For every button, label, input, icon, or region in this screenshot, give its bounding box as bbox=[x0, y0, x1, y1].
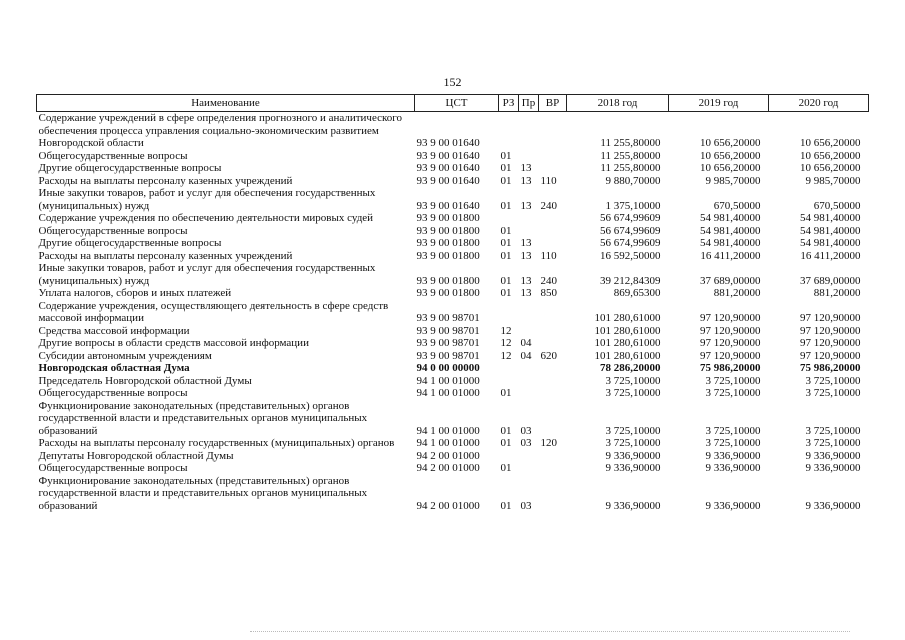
header-2018: 2018 год bbox=[567, 95, 669, 112]
cell-value-2018: 56 674,99609 bbox=[600, 224, 661, 237]
header-cst: ЦСТ bbox=[415, 95, 499, 112]
cell-cst: 93 9 00 01640 bbox=[416, 137, 480, 149]
scan-artifact-line bbox=[250, 631, 850, 632]
table-row bbox=[37, 375, 869, 388]
cell-cst: 93 9 00 01800 bbox=[416, 274, 480, 287]
cell-name: Расходы на выплаты персоналу государственных (муниципальных) органов bbox=[38, 437, 395, 449]
cell-cst: 94 2 00 01000 bbox=[416, 449, 480, 462]
cell-pr bbox=[519, 462, 539, 475]
cell-rz: 01 bbox=[500, 224, 512, 237]
cell-value-2018: 9 336,90000 bbox=[605, 462, 661, 474]
cell-cst: 93 9 00 01640 bbox=[416, 174, 480, 187]
cell-rz: 12 bbox=[500, 324, 512, 337]
cell-name: Общегосударственные вопросы bbox=[38, 149, 188, 162]
cell-vr bbox=[539, 150, 567, 163]
cell-rz bbox=[499, 300, 519, 325]
cell-value-2019: 37 689,00000 bbox=[700, 274, 761, 287]
cell-cst: 93 9 00 98701 bbox=[416, 337, 480, 349]
cell-value-2019: 97 120,90000 bbox=[700, 312, 761, 324]
cell-vr bbox=[539, 475, 567, 513]
cell-rz: 01 bbox=[500, 462, 512, 474]
cell-value-2018: 78 286,20000 bbox=[600, 362, 661, 374]
cell-pr bbox=[519, 225, 539, 238]
cell-name: Новгородская областная Дума bbox=[38, 362, 190, 374]
cell-value-2020: 3 725,10000 bbox=[805, 424, 861, 437]
cell-rz: 01 bbox=[500, 424, 512, 437]
cell-value-2018: 101 280,61000 bbox=[594, 324, 661, 337]
header-row bbox=[37, 95, 869, 112]
cell-value-2019: 3 725,10000 bbox=[705, 374, 761, 387]
cell-vr bbox=[539, 400, 567, 438]
cell-value-2018: 9 336,90000 bbox=[605, 449, 661, 462]
table-body bbox=[37, 112, 869, 513]
cell-value-2020: 10 656,20000 bbox=[800, 162, 861, 174]
table-row bbox=[37, 300, 869, 325]
cell-value-2020: 54 981,40000 bbox=[800, 224, 861, 237]
cell-value-2020: 9 336,90000 bbox=[805, 499, 861, 512]
cell-value-2018: 16 592,50000 bbox=[600, 249, 661, 262]
table-row bbox=[37, 175, 869, 188]
cell-value-2019: 97 120,90000 bbox=[700, 337, 761, 349]
cell-vr: 110 bbox=[540, 249, 557, 262]
cell-pr: 13 bbox=[520, 274, 532, 287]
table-row bbox=[37, 362, 869, 375]
cell-value-2019: 75 986,20000 bbox=[700, 362, 761, 374]
cell-cst: 93 9 00 01800 bbox=[416, 224, 480, 237]
cell-rz bbox=[499, 112, 519, 150]
cell-cst: 93 9 00 98701 bbox=[416, 324, 480, 337]
cell-pr: 13 bbox=[520, 237, 532, 249]
cell-cst: 94 2 00 01000 bbox=[416, 462, 480, 474]
cell-name: Другие общегосударственные вопросы bbox=[38, 237, 222, 249]
header-2020: 2020 год bbox=[769, 95, 869, 112]
cell-cst: 93 9 00 01800 bbox=[416, 249, 480, 262]
cell-cst: 93 9 00 98701 bbox=[416, 349, 480, 362]
cell-cst: 94 1 00 01000 bbox=[416, 374, 480, 387]
cell-value-2018: 39 212,84309 bbox=[600, 274, 661, 287]
cell-value-2018: 9 880,70000 bbox=[605, 174, 661, 187]
cell-vr bbox=[539, 387, 567, 400]
cell-value-2020: 97 120,90000 bbox=[800, 349, 861, 362]
table-row bbox=[37, 475, 869, 513]
header-2019: 2019 год bbox=[669, 95, 769, 112]
cell-value-2018: 3 725,10000 bbox=[605, 374, 661, 387]
cell-vr bbox=[539, 212, 567, 225]
table-row bbox=[37, 150, 869, 163]
cell-vr: 240 bbox=[540, 274, 557, 287]
cell-name: Содержание учреждений в сфере определения прогнозного и аналитического обеспечения процесса управления социально-экономическим развитием Новгородской области bbox=[38, 112, 403, 149]
cell-value-2018: 101 280,61000 bbox=[594, 349, 661, 362]
table-row bbox=[37, 187, 869, 212]
cell-pr: 13 bbox=[520, 199, 532, 212]
cell-value-2020: 54 981,40000 bbox=[800, 212, 861, 224]
cell-rz bbox=[499, 212, 519, 225]
cell-value-2018: 3 725,10000 bbox=[605, 387, 661, 399]
cell-value-2019: 97 120,90000 bbox=[700, 324, 761, 337]
cell-rz: 01 bbox=[500, 237, 512, 249]
cell-value-2020: 3 725,10000 bbox=[805, 437, 861, 449]
cell-value-2020: 9 336,90000 bbox=[805, 449, 861, 462]
cell-rz: 01 bbox=[500, 174, 512, 187]
header-rz: РЗ bbox=[499, 95, 519, 112]
cell-value-2020: 881,20000 bbox=[813, 287, 861, 299]
cell-vr bbox=[539, 112, 567, 150]
cell-vr: 850 bbox=[540, 287, 557, 299]
cell-rz: 12 bbox=[500, 337, 512, 349]
table-row bbox=[37, 437, 869, 450]
table-row bbox=[37, 225, 869, 238]
cell-pr bbox=[519, 325, 539, 338]
cell-rz bbox=[499, 450, 519, 463]
cell-pr bbox=[519, 212, 539, 225]
cell-value-2020: 10 656,20000 bbox=[800, 137, 861, 149]
cell-value-2018: 56 674,99609 bbox=[600, 237, 661, 249]
cell-name: Содержание учреждения по обеспечению деятельности мировых судей bbox=[38, 212, 374, 224]
table-row bbox=[37, 262, 869, 287]
cell-name: Функционирование законодательных (представительных) органов государственной власти и представительных органов муниципальных образований bbox=[38, 474, 368, 512]
cell-value-2019: 54 981,40000 bbox=[700, 212, 761, 224]
table-row bbox=[37, 400, 869, 438]
header-vr: ВР bbox=[539, 95, 567, 112]
cell-name: Председатель Новгородской областной Думы bbox=[38, 374, 252, 387]
cell-name: Средства массовой информации bbox=[38, 324, 190, 337]
cell-rz bbox=[499, 375, 519, 388]
cell-vr bbox=[539, 162, 567, 175]
cell-name: Депутаты Новгородской областной Думы bbox=[38, 449, 234, 462]
cell-cst: 94 1 00 01000 bbox=[416, 437, 480, 449]
cell-vr bbox=[539, 225, 567, 238]
table-row bbox=[37, 162, 869, 175]
cell-value-2018: 11 255,80000 bbox=[600, 137, 661, 149]
cell-cst: 94 0 00 00000 bbox=[416, 362, 480, 374]
cell-value-2020: 3 725,10000 bbox=[805, 387, 861, 399]
cell-pr bbox=[519, 300, 539, 325]
cell-pr: 13 bbox=[520, 287, 532, 299]
cell-value-2020: 75 986,20000 bbox=[800, 362, 861, 374]
cell-cst: 93 9 00 01640 bbox=[416, 199, 480, 212]
cell-pr: 04 bbox=[520, 337, 532, 349]
cell-name: Иные закупки товаров, работ и услуг для обеспечения государственных (муниципальных) нужд bbox=[38, 262, 376, 287]
cell-value-2020: 10 656,20000 bbox=[800, 149, 861, 162]
cell-vr: 240 bbox=[540, 199, 557, 212]
cell-value-2019: 3 725,10000 bbox=[705, 387, 761, 399]
budget-table bbox=[36, 94, 869, 512]
cell-pr: 03 bbox=[520, 424, 532, 437]
cell-value-2018: 3 725,10000 bbox=[605, 437, 661, 449]
cell-value-2019: 97 120,90000 bbox=[700, 349, 761, 362]
header-name: Наименование bbox=[37, 95, 415, 112]
cell-cst: 94 1 00 01000 bbox=[416, 424, 480, 437]
cell-value-2019: 54 981,40000 bbox=[700, 237, 761, 249]
cell-cst: 93 9 00 01800 bbox=[416, 287, 480, 299]
table-row bbox=[37, 112, 869, 150]
cell-value-2019: 10 656,20000 bbox=[700, 137, 761, 149]
cell-rz: 01 bbox=[500, 149, 512, 162]
cell-pr: 13 bbox=[520, 162, 532, 174]
cell-value-2019: 16 411,20000 bbox=[700, 249, 761, 262]
cell-name: Уплата налогов, сборов и иных платежей bbox=[38, 287, 232, 299]
cell-value-2020: 37 689,00000 bbox=[800, 274, 861, 287]
table-row bbox=[37, 325, 869, 338]
cell-value-2018: 869,65300 bbox=[613, 287, 661, 299]
cell-vr: 620 bbox=[540, 349, 557, 362]
cell-rz bbox=[499, 362, 519, 375]
cell-name: Функционирование законодательных (представительных) органов государственной власти и представительных органов муниципальных образований bbox=[38, 399, 368, 437]
cell-name: Другие вопросы в области средств массовой информации bbox=[38, 337, 309, 349]
cell-value-2019: 9 985,70000 bbox=[705, 174, 761, 187]
cell-rz: 01 bbox=[500, 499, 512, 512]
cell-pr bbox=[519, 387, 539, 400]
table-row bbox=[37, 287, 869, 300]
cell-vr bbox=[539, 337, 567, 350]
table-row bbox=[37, 337, 869, 350]
cell-pr: 03 bbox=[520, 499, 532, 512]
cell-rz: 01 bbox=[500, 287, 512, 299]
cell-vr: 120 bbox=[540, 437, 557, 449]
cell-pr bbox=[519, 150, 539, 163]
cell-rz: 01 bbox=[500, 437, 512, 449]
cell-value-2020: 9 336,90000 bbox=[805, 462, 861, 474]
cell-value-2020: 9 985,70000 bbox=[805, 174, 861, 187]
cell-cst: 94 1 00 01000 bbox=[416, 387, 480, 399]
cell-value-2018: 101 280,61000 bbox=[594, 337, 661, 349]
cell-value-2018: 11 255,80000 bbox=[600, 149, 661, 162]
cell-vr bbox=[539, 462, 567, 475]
cell-rz: 01 bbox=[500, 199, 512, 212]
cell-value-2018: 3 725,10000 bbox=[605, 424, 661, 437]
cell-value-2019: 9 336,90000 bbox=[705, 499, 761, 512]
table-row bbox=[37, 212, 869, 225]
cell-value-2019: 881,20000 bbox=[713, 287, 761, 299]
cell-vr bbox=[539, 237, 567, 250]
cell-name: Содержание учреждения, осуществляющего деятельность в сфере средств массовой информации bbox=[38, 299, 389, 324]
cell-name: Иные закупки товаров, работ и услуг для обеспечения государственных (муниципальных) нужд bbox=[38, 187, 376, 212]
cell-pr: 13 bbox=[520, 249, 532, 262]
cell-value-2019: 10 656,20000 bbox=[700, 162, 761, 174]
cell-value-2018: 1 375,10000 bbox=[605, 199, 661, 212]
page-number: 152 bbox=[443, 75, 462, 89]
cell-cst: 93 9 00 01640 bbox=[416, 149, 480, 162]
table-row bbox=[37, 450, 869, 463]
cell-vr bbox=[539, 300, 567, 325]
cell-value-2020: 54 981,40000 bbox=[800, 237, 861, 249]
cell-value-2018: 56 674,99609 bbox=[600, 212, 661, 224]
cell-cst: 93 9 00 01800 bbox=[416, 237, 480, 249]
cell-value-2020: 16 411,20000 bbox=[800, 249, 861, 262]
cell-pr: 13 bbox=[520, 174, 532, 187]
cell-pr bbox=[519, 375, 539, 388]
cell-value-2019: 670,50000 bbox=[713, 199, 761, 212]
cell-name: Общегосударственные вопросы bbox=[38, 387, 188, 399]
cell-rz: 01 bbox=[500, 249, 512, 262]
cell-pr: 04 bbox=[520, 349, 532, 362]
cell-cst: 93 9 00 98701 bbox=[416, 312, 480, 324]
cell-value-2020: 97 120,90000 bbox=[800, 337, 861, 349]
cell-vr: 110 bbox=[540, 174, 557, 187]
header-pr: Пр bbox=[519, 95, 539, 112]
cell-value-2019: 54 981,40000 bbox=[700, 224, 761, 237]
cell-rz: 12 bbox=[500, 349, 512, 362]
cell-name: Субсидии автономным учреждениям bbox=[38, 349, 212, 362]
cell-value-2019: 9 336,90000 bbox=[705, 462, 761, 474]
cell-vr bbox=[539, 362, 567, 375]
table-row bbox=[37, 237, 869, 250]
cell-value-2019: 3 725,10000 bbox=[705, 424, 761, 437]
cell-value-2018: 11 255,80000 bbox=[600, 162, 661, 174]
cell-value-2020: 97 120,90000 bbox=[800, 324, 861, 337]
cell-name: Другие общегосударственные вопросы bbox=[38, 162, 222, 174]
cell-value-2018: 101 280,61000 bbox=[594, 312, 661, 324]
cell-name: Расходы на выплаты персоналу казенных учреждений bbox=[38, 249, 293, 262]
cell-name: Общегосударственные вопросы bbox=[38, 224, 188, 237]
cell-vr bbox=[539, 325, 567, 338]
cell-value-2020: 3 725,10000 bbox=[805, 374, 861, 387]
cell-value-2019: 10 656,20000 bbox=[700, 149, 761, 162]
cell-name: Расходы на выплаты персоналу казенных учреждений bbox=[38, 174, 293, 187]
cell-pr: 03 bbox=[520, 437, 532, 449]
cell-value-2020: 97 120,90000 bbox=[800, 312, 861, 324]
cell-name: Общегосударственные вопросы bbox=[38, 462, 188, 474]
cell-cst: 93 9 00 01640 bbox=[416, 162, 480, 174]
cell-vr bbox=[539, 375, 567, 388]
cell-value-2018: 9 336,90000 bbox=[605, 499, 661, 512]
cell-rz: 01 bbox=[500, 162, 512, 174]
table-row bbox=[37, 350, 869, 363]
cell-value-2019: 9 336,90000 bbox=[705, 449, 761, 462]
cell-value-2019: 3 725,10000 bbox=[705, 437, 761, 449]
cell-pr bbox=[519, 362, 539, 375]
cell-pr bbox=[519, 450, 539, 463]
cell-pr bbox=[519, 112, 539, 150]
cell-value-2020: 670,50000 bbox=[813, 199, 861, 212]
cell-rz: 01 bbox=[500, 274, 512, 287]
cell-rz: 01 bbox=[500, 387, 512, 399]
cell-cst: 93 9 00 01800 bbox=[416, 212, 480, 224]
table-row bbox=[37, 387, 869, 400]
table-row bbox=[37, 250, 869, 263]
cell-cst: 94 2 00 01000 bbox=[416, 499, 480, 512]
table-row bbox=[37, 462, 869, 475]
cell-vr bbox=[539, 450, 567, 463]
